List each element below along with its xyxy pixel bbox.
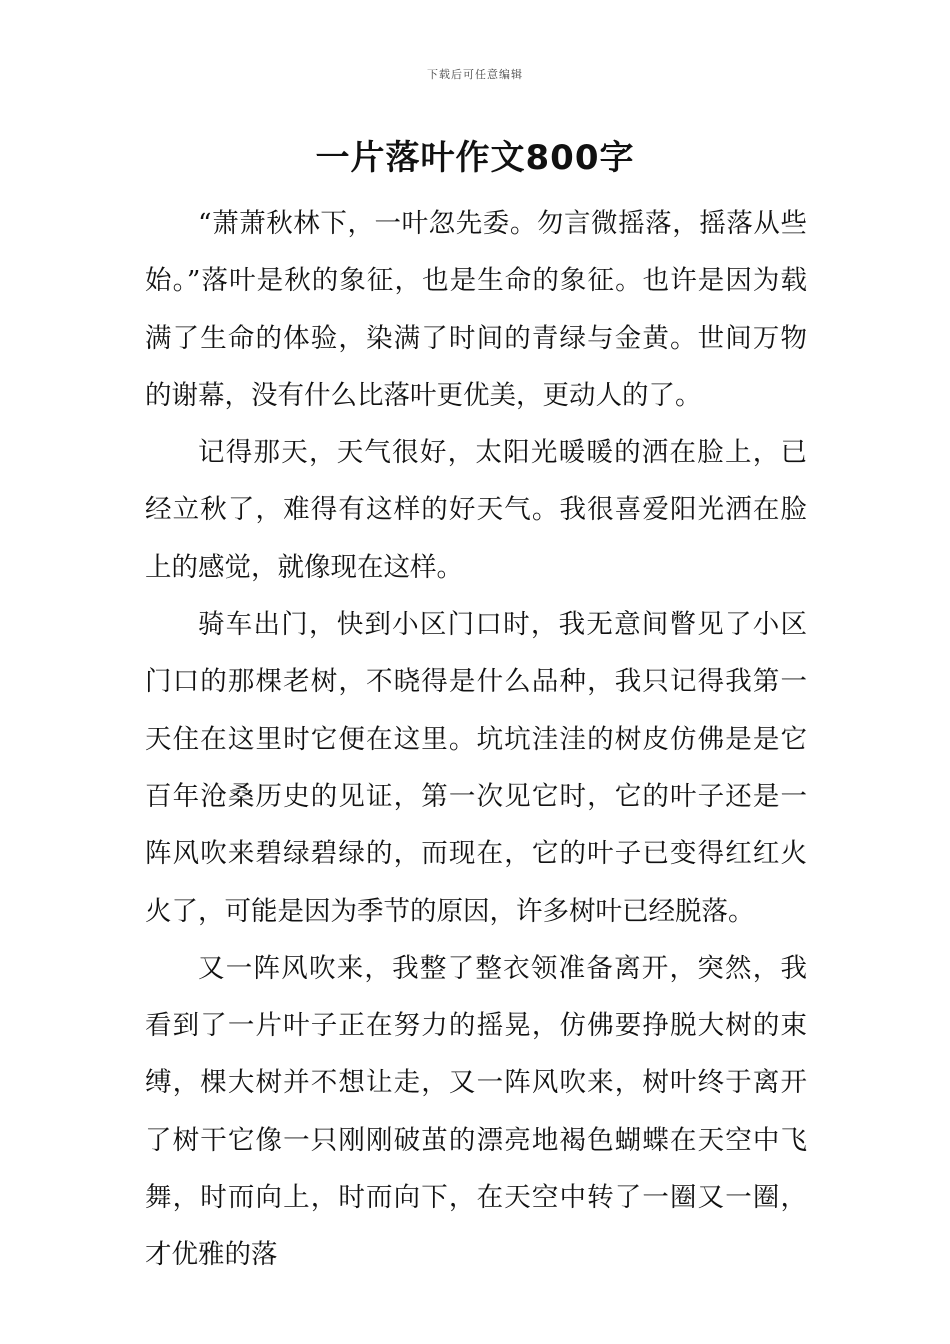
paragraph-1: “萧萧秋林下，一叶忽先委。勿言微摇落，摇落从些始。”落叶是秋的象征，也是生命的象征。也许是因为载满了生命的体验，染满了时间的青绿与金黄。世间万物的谢幕，没有什么比落叶更优美，更动人的了。 [145,208,807,411]
header-note: 下载后可任意编辑 [427,68,523,81]
essay-body [145,195,807,1284]
document-title: 一片落叶作文800字 [315,138,635,178]
paragraph-4: 又一阵风吹来，我整了整衣领准备离开，突然，我看到了一片叶子正在努力的摇晃，仿佛要挣脱大树的束缚，棵大树并不想让走，又一阵风吹来，树叶终于离开了树干它像一只刚刚破茧的漂亮地褐色蝴蝶在天空中飞舞，时而向上，时而向下，在天空中转了一圈又一圈，才优雅的落 [145,952,807,1271]
paragraph-3: 骑车出门，快到小区门口时，我无意间瞥见了小区门口的那棵老树，不晓得是什么品种，我只记得我第一天住在这里时它便在这里。坑坑洼洼的树皮仿佛是是它百年沧桑历史的见证，第一次见它时，它的叶子还是一阵风吹来碧绿碧绿的，而现在，它的叶子已变得红红火火了，可能是因为季节的原因，许多树叶已经脱落。 [145,609,807,927]
paragraph-2: 记得那天，天气很好，太阳光暖暖的洒在脸上，已经立秋了，难得有这样的好天气。我很喜爱阳光洒在脸上的感觉，就像现在这样。 [145,437,807,583]
